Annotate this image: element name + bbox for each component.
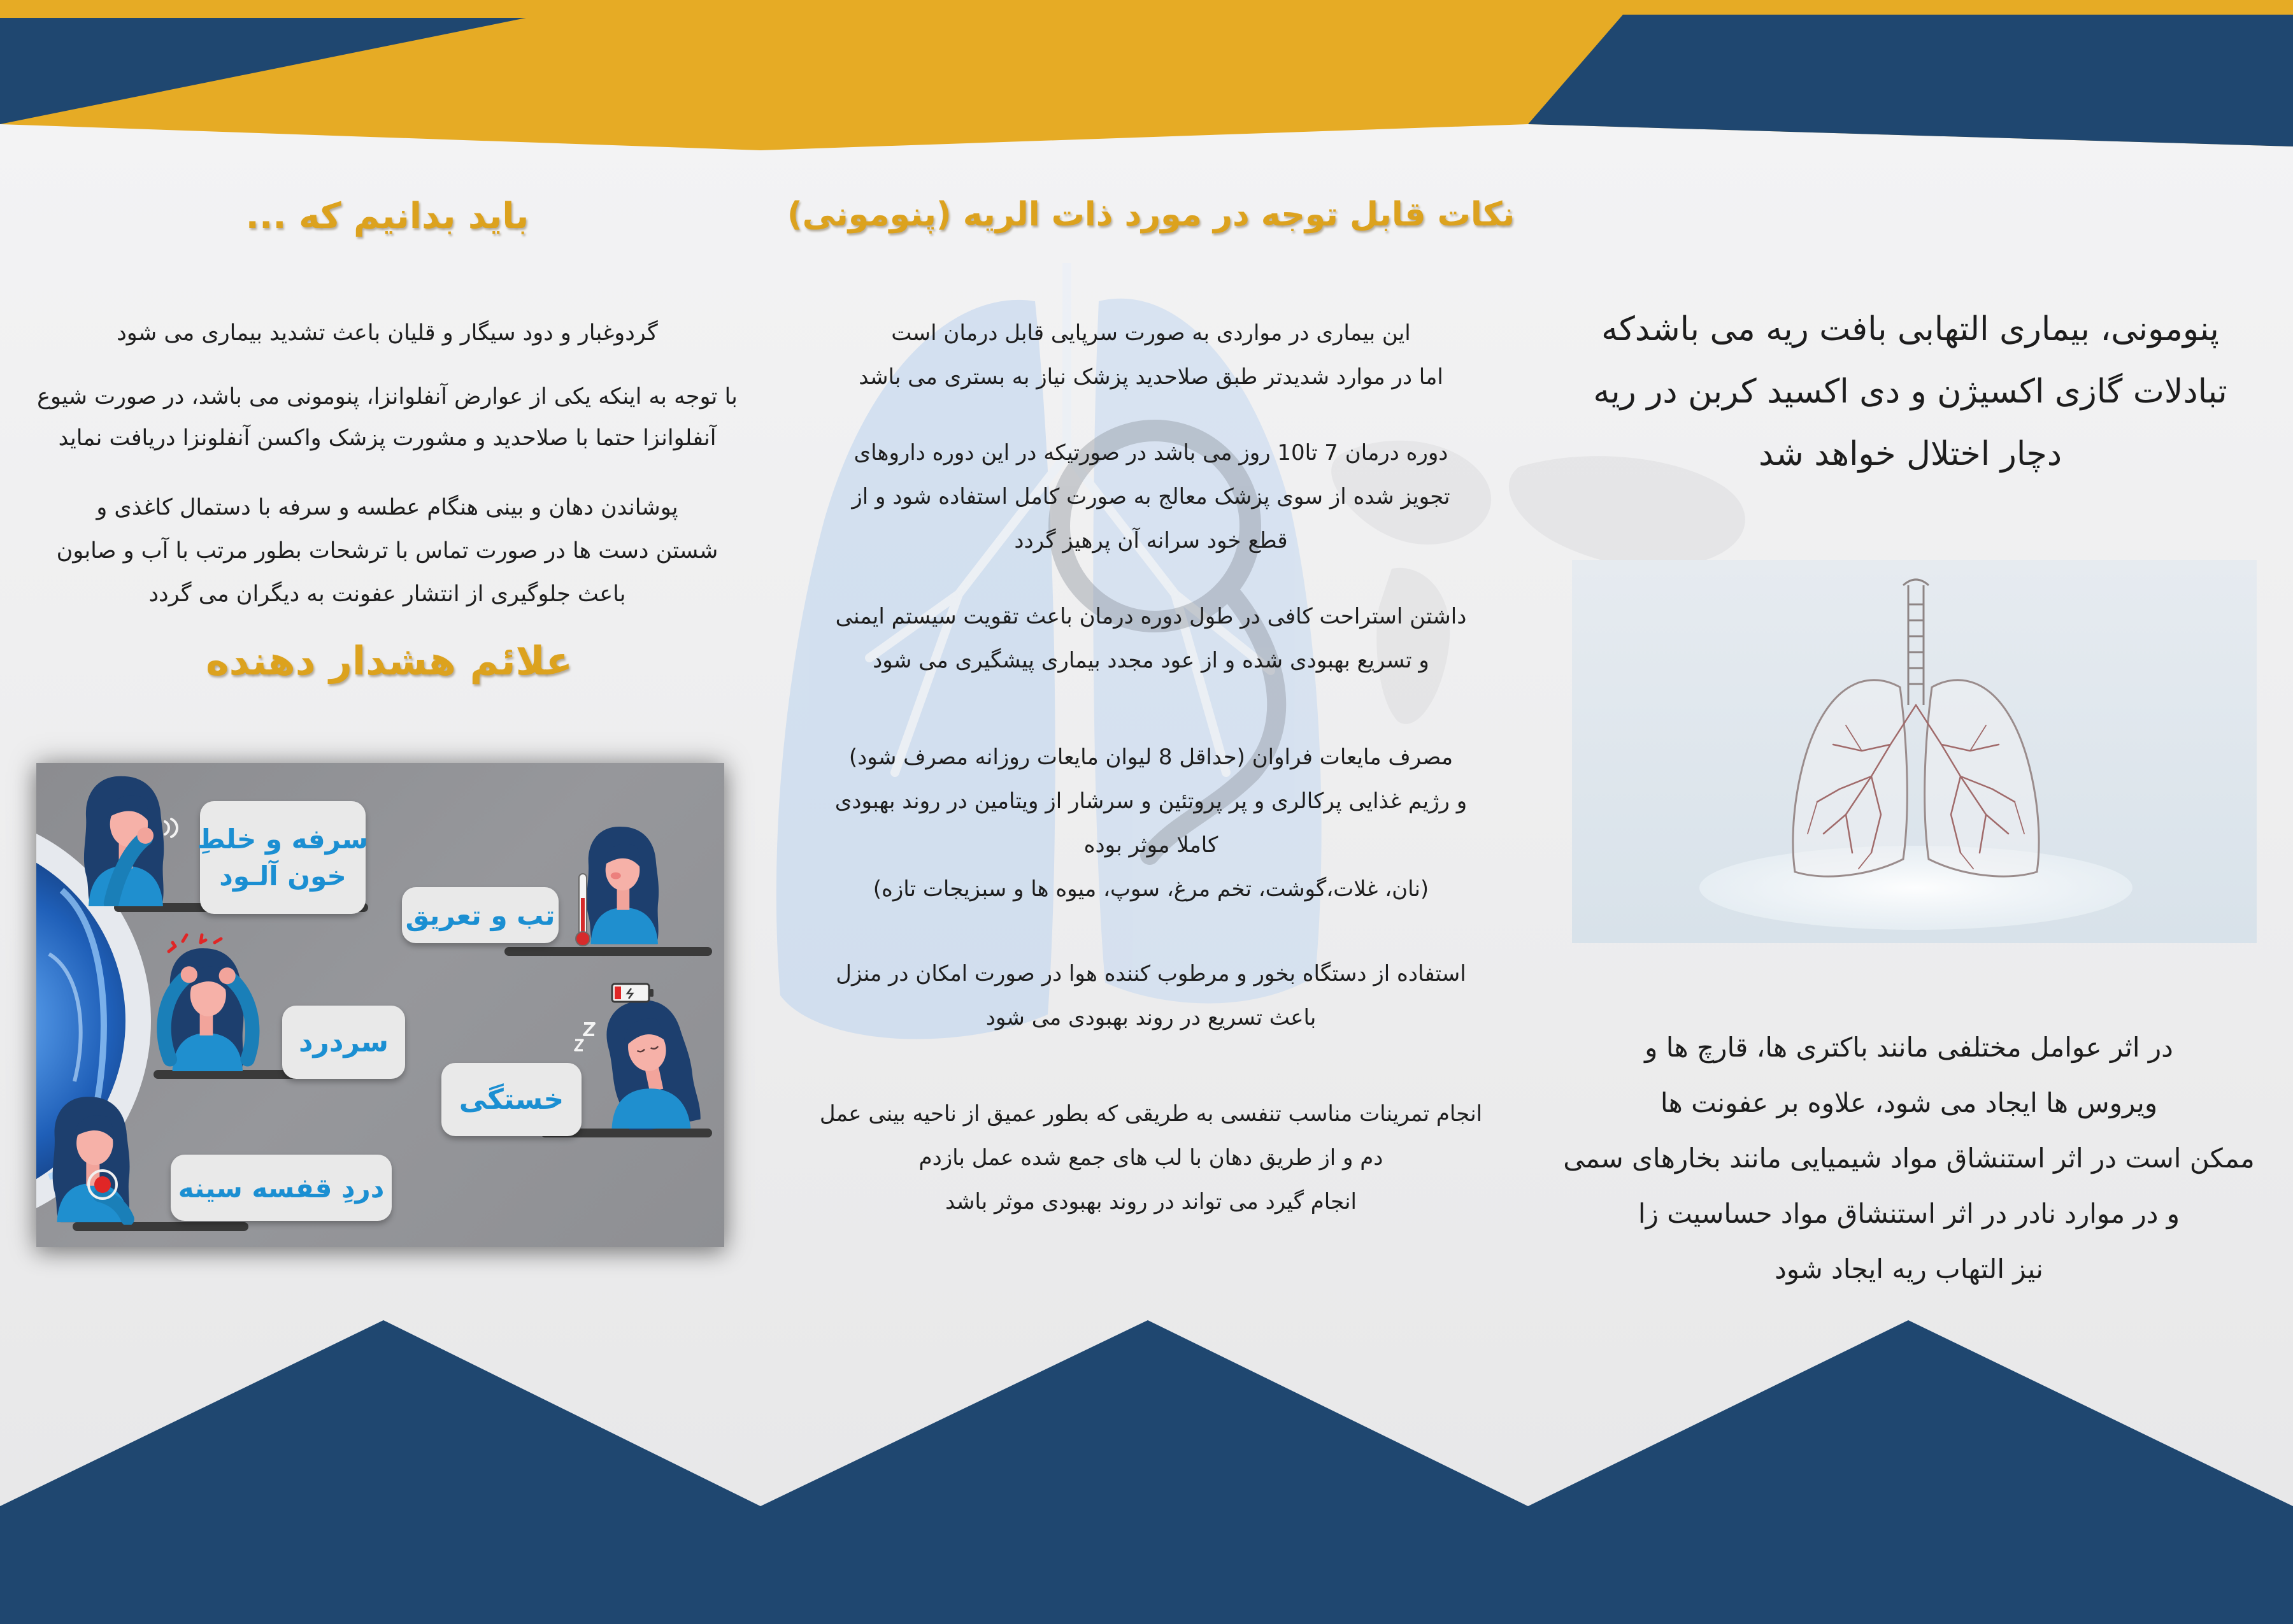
text-line: این بیماری در مواردی به صورت سرپایی قابل درمان است — [891, 320, 1411, 346]
text-line: تبادلات گازی اکسیژن و دی اکسید کربن در ریه — [1593, 373, 2227, 411]
pneumonia-causes — [1527, 1020, 2291, 1297]
symptom-label: خستگی — [459, 1083, 564, 1116]
text-line: باعث تسریع در روند بهبودی می شود — [985, 1005, 1317, 1030]
text-line: و تسریع بهبودی شده و از عود مجدد بیماری پیشگیری می شود — [873, 648, 1429, 673]
text-line: دچار اختلال خواهد شد — [1759, 435, 2062, 473]
symptom-label: سرفه و خلطِ — [197, 823, 369, 855]
tip-humidifier — [769, 952, 1533, 1040]
warning-signs-heading: علائم هشدار دهنده — [206, 637, 573, 684]
symptom-card-headache — [282, 1006, 405, 1079]
pneumonia-definition — [1528, 298, 2292, 485]
text-line: اما در موارد شدیدتر طبق صلاحدید پزشک نیاز به بستری می باشد — [859, 364, 1443, 390]
headache-icon — [164, 932, 225, 968]
symptoms-infographic — [36, 763, 724, 1247]
symptom-label: سردرد — [298, 1026, 389, 1058]
tired-woman-figure — [593, 990, 706, 1130]
bottom-navy-zigzag — [0, 1320, 2293, 1624]
text-line: استفاده از دستگاه بخور و مرطوب کننده هوا در صورت امکان در منزل — [836, 961, 1466, 987]
text-line: ممکن است در اثر استنشاق مواد شیمیایی مانند بخارهای سمی — [1563, 1143, 2255, 1174]
text-line: پنومونی، بیماری التهابی بافت ریه می باشدکه — [1601, 310, 2219, 348]
tip-treatment-duration — [769, 431, 1533, 563]
text-line: انجام گیرد می تواند در روند بهبودی موثر باشد — [945, 1189, 1357, 1214]
tip-outpatient — [769, 311, 1533, 399]
tip-fluids-diet — [769, 736, 1533, 911]
left-paragraph-dust — [19, 312, 755, 354]
left-paragraph-hygiene — [19, 486, 755, 616]
text-line: داشتن استراحت کافی در طول دوره درمان باعث تقویت سیستم ایمنی — [835, 604, 1467, 629]
symptom-card-chest-pain — [171, 1155, 392, 1221]
text-line: در اثر عوامل مختلفی مانند باکتری ها، قارچ ها و — [1645, 1032, 2173, 1063]
text-line: قطع خود سرانه آن پرهیز گردد — [1014, 528, 1288, 553]
text-line: مصرف مایعات فراوان (حداقل 8 لیوان مایعات روزانه مصرف شود) — [848, 744, 1454, 770]
text-line: انجام تمرینات مناسب تنفسی به طریقی که بطور عمیق از ناحیه بینی عمل — [819, 1101, 1483, 1127]
chest-pain-woman-figure — [36, 1086, 146, 1225]
thermometer-icon — [575, 873, 590, 948]
symptom-card-fatigue — [441, 1063, 582, 1136]
shelf-fever — [504, 947, 712, 956]
battery-low-icon — [611, 982, 655, 1004]
left-paragraph-flu-vaccine — [19, 376, 755, 459]
text-line: ویروس ها ایجاد می شود، علاوه بر عفونت ها — [1660, 1087, 2158, 1118]
sleep-icon — [573, 1021, 598, 1054]
tip-rest — [769, 595, 1533, 683]
text-line: باعث جلوگیری از انتشار عفونت به دیگران می گردد — [148, 581, 626, 607]
left-panel-heading: باید بدانیم که ... — [245, 196, 529, 237]
tip-breathing-exercises — [769, 1092, 1533, 1224]
symptom-label: خون آلـود — [219, 860, 346, 892]
text-line: دوره درمان 7 تا10 روز می باشد در صورتیکه در این دوره داروهای — [854, 440, 1448, 466]
text-line: آنفلوانزا حتما با صلاحدید و مشورت پزشک واکسن آنفلونزا دریافت نماید — [58, 425, 717, 451]
symptom-card-fever — [402, 887, 559, 943]
text-line: پوشاندن دهان و بینی هنگام عطسه و سرفه با دستمال کاغذی و — [96, 495, 678, 520]
text-line: شستن دست ها در صورت تماس با ترشحات بطور مرتب با آب و صابون — [56, 538, 718, 564]
display-platform — [1699, 846, 2132, 930]
text-line: نیز التهاب ریه ایجاد شود — [1775, 1253, 2043, 1285]
text-line: و در موارد نادر در اثر استنشاق مواد حساسیت زا — [1638, 1198, 2180, 1229]
middle-panel-heading: نکات قابل توجه در مورد ذات الریه (پنومونی) — [787, 196, 1515, 234]
symptom-card-cough — [197, 801, 369, 914]
text-line: با توجه به اینکه یکی از عوارض آنفلوانزا، پنومونی می باشد، در صورت شیوع — [37, 384, 738, 410]
top-navy-wedge-right — [1528, 15, 2293, 146]
text-line: تجویز شده از سوی پزشک معالج به صورت کامل استفاده شود و از — [852, 484, 1450, 509]
chest-pain-icon — [86, 1168, 119, 1201]
cough-icon — [161, 816, 187, 839]
symptom-label: تب و تعریق — [405, 899, 555, 931]
symptom-label: دردِ قفسه سینه — [178, 1172, 385, 1204]
text-line: کاملا موثر بوده — [1083, 832, 1218, 858]
text-line: گردوغبار و دود سیگار و قلیان باعث تشدید بیماری می شود — [117, 320, 658, 346]
text-line: و رژیم غذایی پرکالری و پر پروتئین و سرشار از ویتامین در روند بهبودی — [834, 788, 1468, 814]
text-line: (نان، غلات،گوشت، تخم مرغ، سوپ، میوه ها و سبزیجات تازه) — [873, 876, 1429, 902]
text-line: دم و از طریق دهان با لب های جمع شده عمل بازدم — [918, 1145, 1383, 1171]
lungs-illustration — [1572, 560, 2257, 943]
